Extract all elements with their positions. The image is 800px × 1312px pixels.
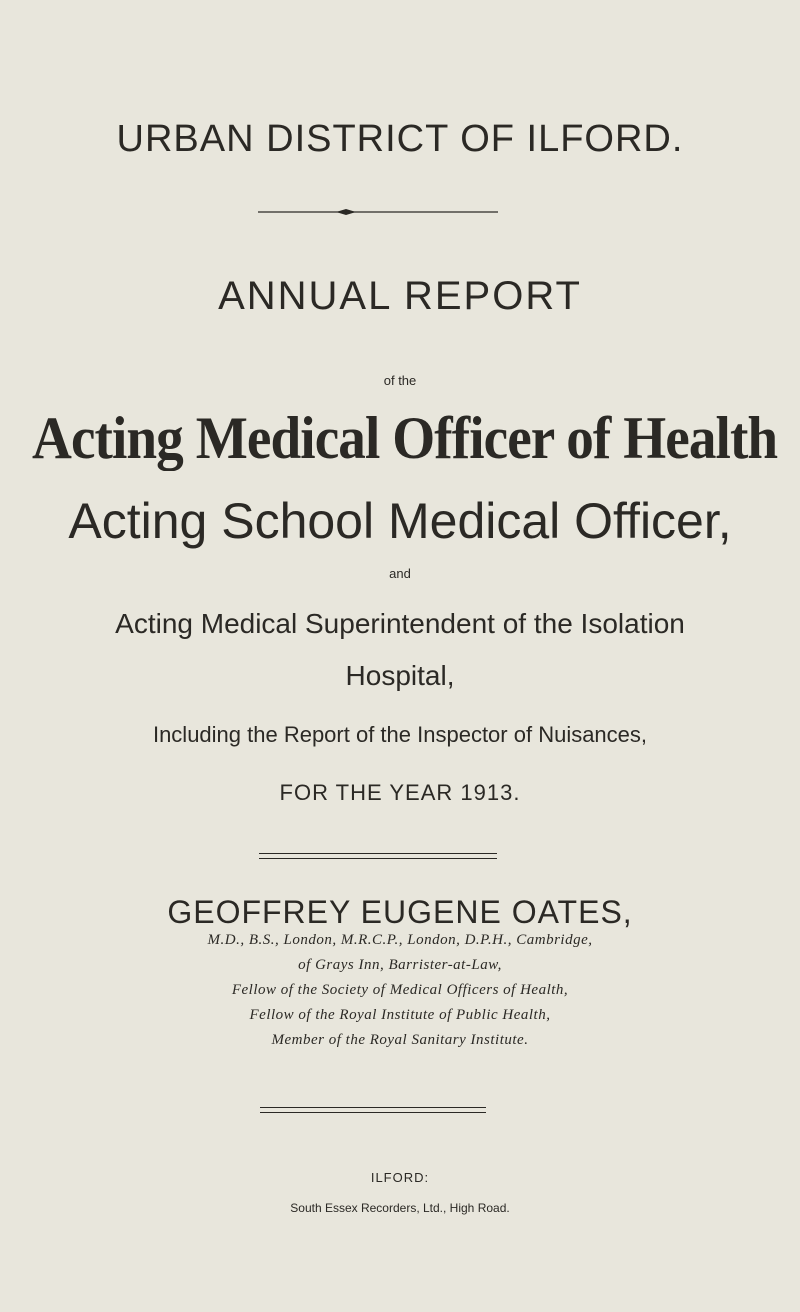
of-the-text: of the [383, 373, 417, 388]
author-credential: Fellow of the Royal Institute of Public Health, [249, 1007, 551, 1023]
double-rule-divider [259, 853, 497, 859]
author-credential: M.D., B.S., London, M.R.C.P., London, D.P.H., Cambridge, [207, 932, 593, 948]
ornament-divider [258, 207, 498, 217]
superintendent-line-2: Hospital, [345, 660, 455, 691]
including-text: Including the Report of the Inspector of Nuisances, [152, 722, 648, 747]
main-title: Acting Medical Officer of Health [32, 405, 778, 471]
author-credential: Member of the Royal Sanitary Institute. [271, 1032, 529, 1048]
place-of-publication: ILFORD: [370, 1170, 430, 1185]
printer-imprint: South Essex Recorders, Ltd., High Road. [290, 1201, 510, 1215]
author-credential: of Grays Inn, Barrister-at-Law, [298, 957, 502, 973]
superintendent-line-1: Acting Medical Superintendent of the Isolation [115, 608, 685, 639]
author-name: GEOFFREY EUGENE OATES, [167, 894, 633, 930]
double-rule-divider [260, 1107, 486, 1113]
and-text: and [389, 566, 411, 581]
year-text: FOR THE YEAR 1913. [279, 780, 521, 805]
author-credential: Fellow of the Society of Medical Officers of Health, [231, 982, 569, 998]
school-officer-title: Acting School Medical Officer, [68, 493, 732, 549]
district-heading: URBAN DISTRICT OF ILFORD. [116, 118, 684, 160]
report-title: ANNUAL REPORT [218, 274, 582, 318]
